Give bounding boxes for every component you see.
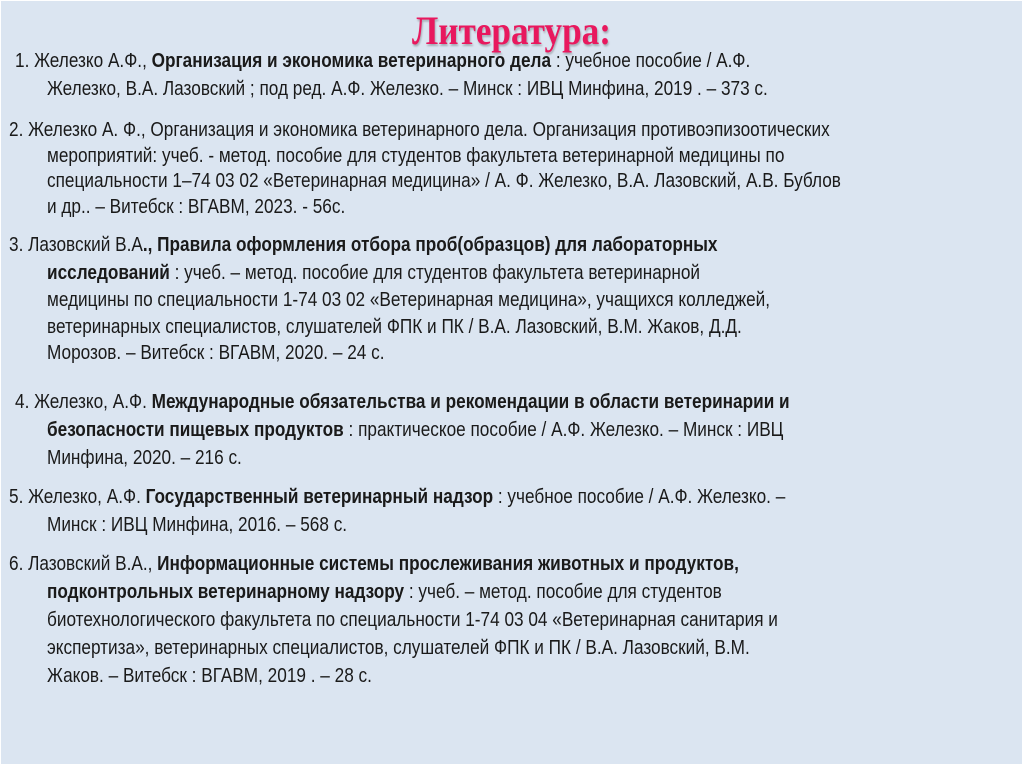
reference-line xyxy=(47,664,372,688)
reference-text: : учеб. – метод. пособие для студентов факультета ветеринарной xyxy=(169,262,701,284)
reference-line xyxy=(9,233,717,257)
reference-text: и др.. – Витебск : ВГАВМ, 2023. - 56с. xyxy=(47,196,346,218)
reference-line xyxy=(9,485,785,509)
reference-line xyxy=(47,636,750,660)
reference-title-text: ., Правила оформления отбора проб(образцов) для лабораторных xyxy=(142,234,718,256)
reference-line xyxy=(47,144,784,168)
reference-line xyxy=(47,261,700,285)
reference-title-text: исследований xyxy=(47,262,170,284)
reference-line xyxy=(15,390,790,414)
reference-line xyxy=(47,77,768,101)
reference-text: экспертиза», ветеринарных специалистов, слушателей ФПК и ПК / В.А. Лазовский, В.М. xyxy=(47,637,750,659)
slide xyxy=(1,1,1022,764)
reference-line xyxy=(47,195,345,219)
reference-text: : учеб. – метод. пособие для студентов xyxy=(404,581,722,603)
reference-text: 2. Железко А. Ф., Организация и экономика ветеринарного дела. Организация противоэпизоотических xyxy=(9,119,830,141)
reference-title-text: Государственный ветеринарный надзор xyxy=(145,486,494,508)
reference-text: медицины по специальности 1-74 03 02 «Ветеринарная медицина», учащихся колледжей, xyxy=(47,289,771,311)
reference-text: мероприятий: учеб. - метод. пособие для студентов факультета ветеринарной медицины по xyxy=(47,145,785,167)
reference-line xyxy=(9,552,739,576)
reference-text: Железко, В.А. Лазовский ; под ред. А.Ф. Железко. – Минск : ИВЦ Минфина, 2019 . – 373 с. xyxy=(47,78,768,100)
reference-text: 4. Железко, А.Ф. xyxy=(15,391,152,413)
reference-text: : практическое пособие / А.Ф. Железко. – Минск : ИВЦ xyxy=(343,419,784,441)
slide-title: Литература: xyxy=(411,8,612,53)
reference-title-text: Международные обязательства и рекомендации в области ветеринарии и xyxy=(151,391,790,413)
reference-line xyxy=(47,580,722,604)
reference-line xyxy=(47,341,385,365)
reference-text: Минск : ИВЦ Минфина, 2016. – 568 с. xyxy=(47,514,348,536)
reference-line xyxy=(15,49,750,73)
reference-line xyxy=(47,169,841,193)
reference-text: специальности 1–74 03 02 «Ветеринарная медицина» / А. Ф. Железко, В.А. Лазовский, А.В. Бублов xyxy=(47,170,841,192)
reference-text: Морозов. – Витебск : ВГАВМ, 2020. – 24 с. xyxy=(47,342,385,364)
reference-title-text: безопасности пищевых продуктов xyxy=(47,419,344,441)
reference-text: : учебное пособие / А.Ф. Железко. – xyxy=(493,486,786,508)
reference-title-text: Организация и экономика ветеринарного дела xyxy=(151,50,552,72)
reference-line xyxy=(9,118,830,142)
reference-line xyxy=(47,418,783,442)
reference-text: : учебное пособие / А.Ф. xyxy=(551,50,751,72)
reference-text: Минфина, 2020. – 216 с. xyxy=(47,447,242,469)
reference-line xyxy=(47,446,242,470)
reference-line xyxy=(47,288,770,312)
reference-line xyxy=(47,315,742,339)
reference-text: 5. Железко, А.Ф. xyxy=(9,486,146,508)
reference-line xyxy=(47,608,778,632)
reference-title-text: Информационные системы прослеживания животных и продуктов, xyxy=(157,553,739,575)
reference-title-text: подконтрольных ветеринарному надзору xyxy=(47,581,405,603)
reference-text: 1. Железко А.Ф., xyxy=(15,50,152,72)
reference-text: 6. Лазовский В.А., xyxy=(9,553,158,575)
reference-line xyxy=(47,513,347,537)
reference-text: биотехнологического факультета по специальности 1-74 03 04 «Ветеринарная санитария и xyxy=(47,609,778,631)
reference-text: ветеринарных специалистов, слушателей ФПК и ПК / В.А. Лазовский, В.М. Жаков, Д.Д. xyxy=(47,316,742,338)
reference-text: Жаков. – Витебск : ВГАВМ, 2019 . – 28 с. xyxy=(47,665,372,687)
reference-text: 3. Лазовский В.А xyxy=(9,234,143,256)
